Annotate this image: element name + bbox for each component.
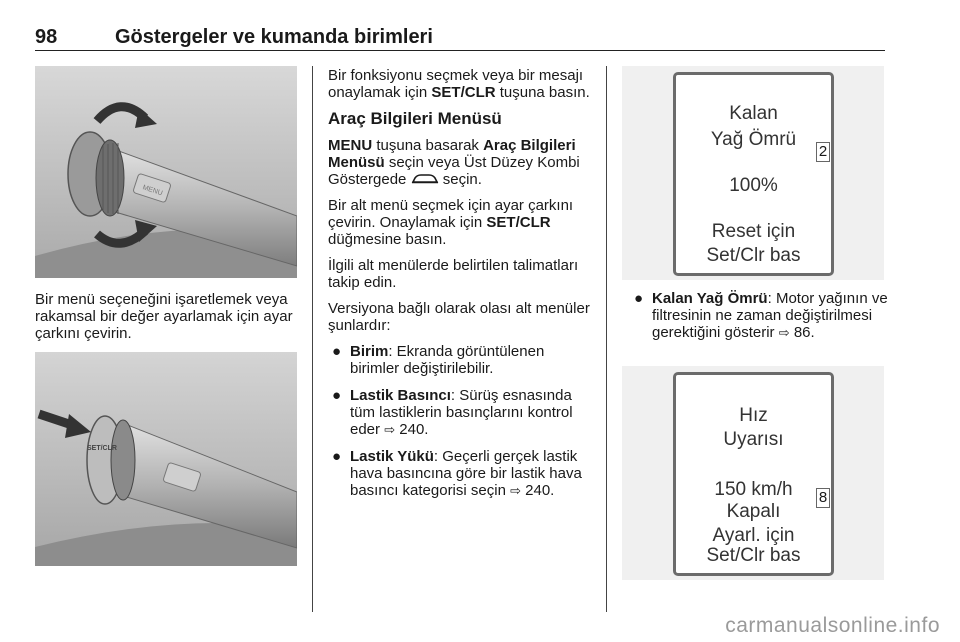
page-ref-link[interactable]: 240. bbox=[525, 482, 555, 499]
column-divider-left bbox=[312, 66, 313, 612]
stalk-setclr-illustration bbox=[35, 352, 297, 566]
display-panel-oil-life bbox=[622, 66, 884, 280]
display-line: Ayarl. için bbox=[712, 525, 795, 546]
paragraph-submenus-intro: Versiyona bağlı olarak olası alt menüler şunlardır: bbox=[328, 300, 590, 334]
display-page-badge: 2 bbox=[816, 142, 830, 162]
bullet-dot-icon: ● bbox=[332, 387, 342, 404]
display-speed-warning bbox=[673, 372, 834, 576]
page-ref-link[interactable]: 240. bbox=[399, 421, 429, 438]
display-line: Reset için bbox=[711, 221, 796, 242]
display-panel-speed-warning bbox=[622, 366, 884, 580]
page-number: 98 bbox=[35, 26, 58, 48]
column-divider-right bbox=[606, 66, 607, 612]
bullet-tire-load: ● Lastik Yükü: Geçerli gerçek lastik hava basıncına göre bir lastik hava basıncı kategorisi seçin ⇨ 240. bbox=[332, 448, 582, 499]
page-ref-link[interactable]: 86. bbox=[793, 324, 815, 341]
display-page-badge: 8 bbox=[816, 488, 830, 508]
paragraph-menu: MENU tuşuna basarak Araç Bilgileri Menüsü seçin veya Üst Düzey Kombi Göstergede seçin. bbox=[328, 137, 580, 188]
display-line: Kapalı bbox=[726, 501, 781, 522]
display-value: 150 km/h bbox=[714, 479, 793, 500]
paragraph-instructions: İlgili alt menülerde belirtilen talimatları takip edin. bbox=[328, 257, 579, 291]
watermark: carmanualsonline.info bbox=[725, 614, 940, 637]
display-oil-life bbox=[673, 72, 834, 276]
stalk-setclr-label: SET/CLR bbox=[87, 445, 117, 452]
car-icon bbox=[411, 173, 439, 185]
bullet-oil-life: ● Kalan Yağ Ömrü: Motor yağının ve filtresinin ne zaman değiştirilmesi gerektiğini gösterir ⇨ 86. bbox=[634, 290, 888, 341]
paragraph-submenu: Bir alt menü seçmek için ayar çarkını çevirin. Onaylamak için SET/CLR düğmesine basın. bbox=[328, 197, 574, 248]
bullet-dot-icon: ● bbox=[634, 290, 644, 307]
display-line: Set/Clr bas bbox=[706, 545, 801, 566]
page-ref-arrow-icon: ⇨ bbox=[778, 325, 790, 340]
display-value: 100% bbox=[729, 175, 778, 196]
left-caption bbox=[35, 291, 300, 351]
page-ref-arrow-icon: ⇨ bbox=[384, 422, 396, 437]
bullet-tire-pressure: ● Lastik Basıncı: Sürüş esnasında tüm lastiklerin basınçlarını kontrol eder ⇨ 240. bbox=[332, 387, 573, 438]
display-line: Set/Clr bas bbox=[706, 245, 801, 266]
stalk-wheel-illustration bbox=[35, 66, 297, 278]
display-line: Yağ Ömrü bbox=[710, 129, 797, 150]
middle-column bbox=[328, 67, 592, 509]
display-line: Uyarısı bbox=[723, 429, 784, 450]
chapter-title: Göstergeler ve kumanda birimleri bbox=[115, 26, 433, 48]
right-bullet-area bbox=[630, 290, 888, 351]
stalk-menu-label: MENU bbox=[141, 184, 164, 198]
display-line: Kalan bbox=[729, 103, 778, 124]
bullet-unit: ● Birim: Ekranda görüntülenen birimler değiştirilebilir. bbox=[332, 343, 545, 377]
stalk-photo-setclr bbox=[35, 352, 297, 566]
section-heading: Araç Bilgileri Menüsü bbox=[328, 109, 502, 128]
wheel-caption: Bir menü seçeneğini işaretlemek veya rakamsal bir değer ayarlamak için ayar çarkını çevirin. bbox=[35, 291, 293, 342]
bullet-dot-icon: ● bbox=[332, 448, 342, 465]
page-ref-arrow-icon: ⇨ bbox=[510, 483, 521, 498]
page-header bbox=[35, 26, 885, 51]
intro-paragraph: Bir fonksiyonu seçmek veya bir mesajı onaylamak için SET/CLR tuşuna basın. bbox=[328, 67, 590, 101]
bullet-dot-icon: ● bbox=[332, 343, 342, 360]
stalk-photo-wheel bbox=[35, 66, 297, 278]
display-line: Hız bbox=[739, 405, 768, 426]
